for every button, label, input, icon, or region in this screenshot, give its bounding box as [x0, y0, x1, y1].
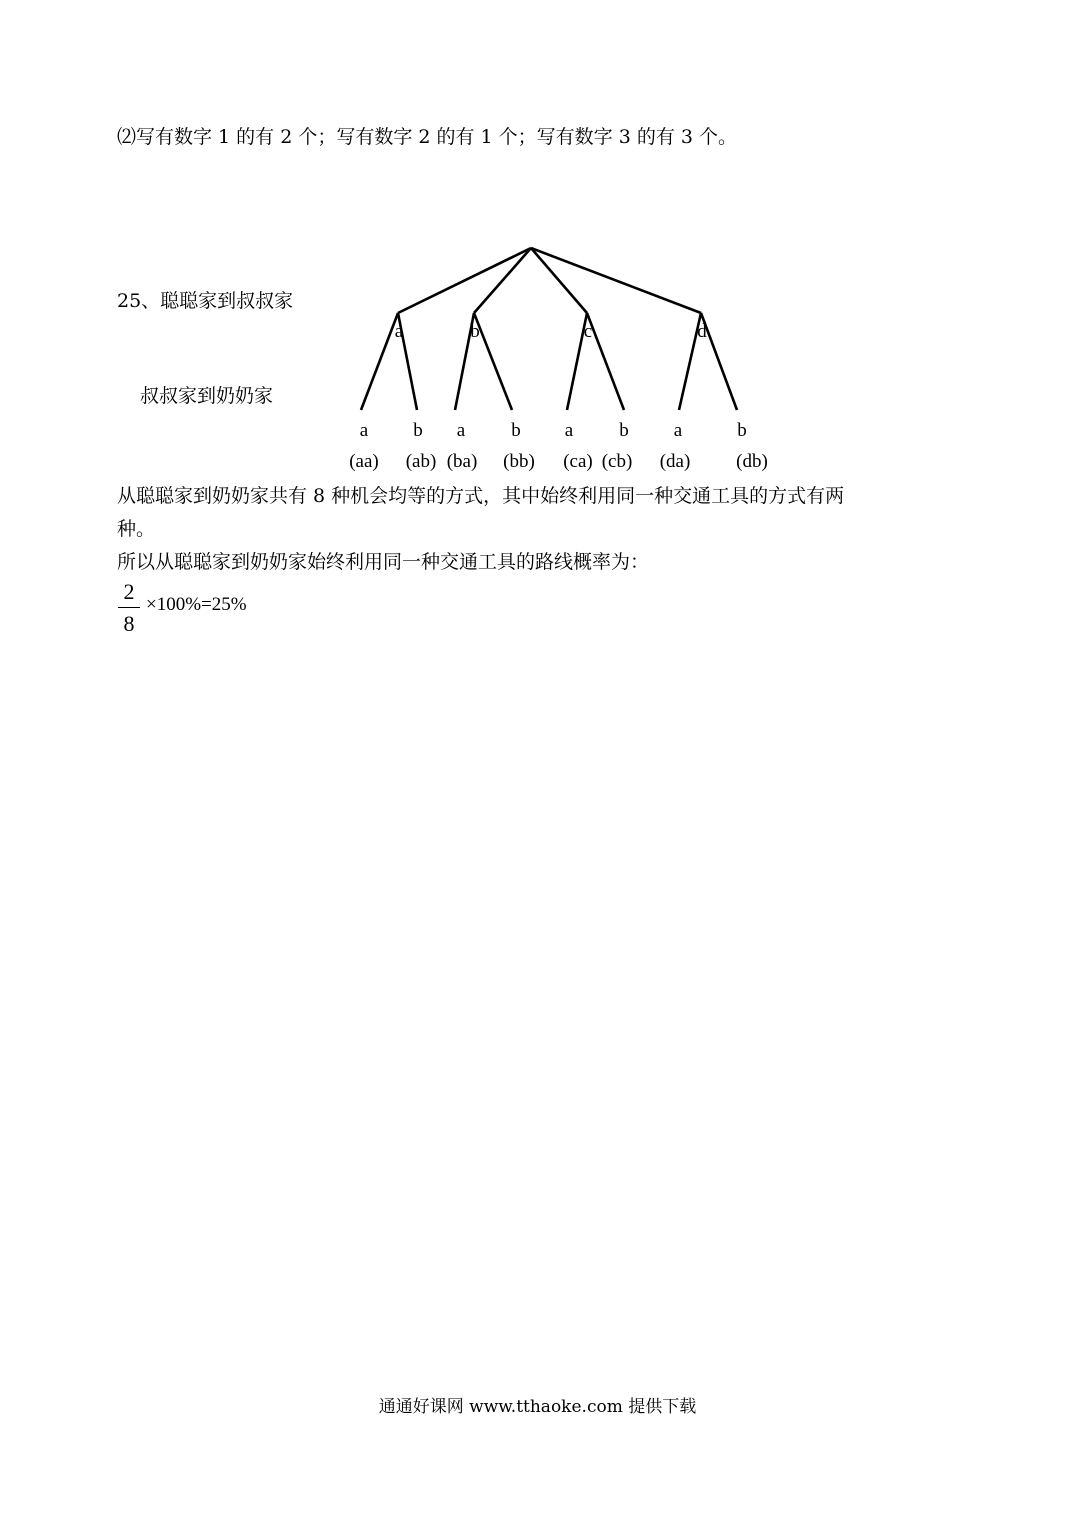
tree-label-level2: b: [511, 420, 521, 441]
tree-label-level2: b: [619, 420, 629, 441]
fraction-numerator: 2: [123, 579, 135, 604]
paragraph-2: 所以从聪聪家到奶奶家始终利用同一种交通工具的路线概率为：: [117, 551, 650, 573]
tree-label-level2: a: [359, 420, 369, 441]
fraction-denominator: 8: [123, 611, 135, 636]
question-25-title: 25、聪聪家到叔叔家: [117, 290, 294, 312]
fraction-bar: [118, 607, 140, 608]
tree-label-level1: c: [583, 321, 593, 342]
tree-diagram: [0, 0, 1075, 500]
tree-outcome-label: (da): [659, 451, 691, 472]
answer-line-2: ⑵写有数字 1 的有 2 个；写有数字 2 的有 1 个；写有数字 3 的有 3 个。: [117, 126, 738, 148]
tree-branch-3-right: [587, 313, 624, 410]
probability-fraction: [118, 578, 140, 637]
tree-outcome-label: (db): [736, 451, 768, 472]
tree-outcome-label: (ba): [446, 451, 478, 472]
tree-label-level2: a: [456, 420, 466, 441]
footer: 通通好课网 www.tthaoke.com 提供下载: [378, 1397, 697, 1417]
tree-branch-root-2: [474, 248, 531, 313]
tree-outcome-label: (bb): [503, 451, 535, 472]
tree-label-level2: b: [413, 420, 423, 441]
tree-label-level2: b: [737, 420, 747, 441]
tree-outcome-label: (ca): [563, 451, 593, 472]
probability-formula: ×100%=25%: [146, 594, 247, 615]
tree-branch-1-left: [361, 313, 398, 410]
tree-label-level1: d: [697, 321, 707, 342]
tree-label-level1: b: [470, 321, 480, 342]
paragraph-1-line-2: 种。: [117, 518, 156, 540]
tree-label-level2: a: [564, 420, 574, 441]
tree-branch-root-4: [531, 248, 701, 313]
tree-label-level1: a: [394, 321, 404, 342]
tree-outcome-label: (aa): [349, 451, 379, 472]
tree-branch-root-1: [398, 248, 531, 313]
question-25-subtitle: 叔叔家到奶奶家: [140, 385, 274, 407]
tree-label-level2: a: [673, 420, 683, 441]
tree-outcome-label: (ab): [405, 451, 437, 472]
paragraph-1-line-1: 从聪聪家到奶奶家共有 8 种机会均等的方式，其中始终利用同一种交通工具的方式有两: [117, 485, 845, 507]
tree-outcome-label: (cb): [601, 451, 633, 472]
